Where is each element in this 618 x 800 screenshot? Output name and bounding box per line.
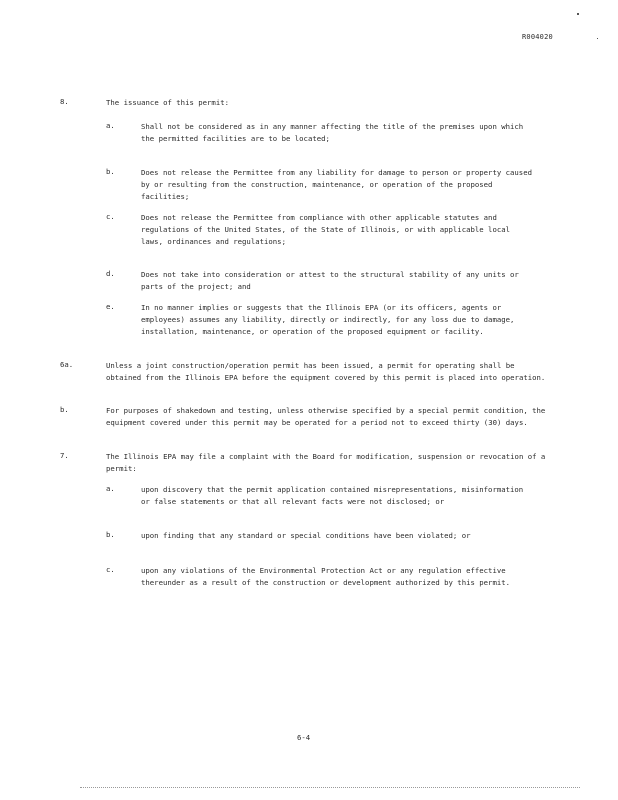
item-number: 8. [60, 97, 69, 106]
item-text: For purposes of shakedown and testing, unless otherwise specified by a special permit condition, the equipment covered under this permit may be operated for a period not to exceed thirty (30) days. [106, 406, 546, 427]
scan-edge-rule [80, 787, 580, 788]
item-number: c. [106, 212, 115, 221]
item-text: Does not release the Permittee from any liability for damage to person or property caused by or resulting from the construction, maintenance, or operation of the proposed facilities; [141, 168, 532, 201]
item-number: e. [106, 302, 115, 311]
scan-speck [577, 13, 579, 15]
page-number: 6-4 [297, 733, 311, 742]
item-number: b. [60, 405, 69, 414]
item-number: b. [106, 167, 115, 176]
document-id: R004020 [522, 33, 553, 41]
item-text: The Illinois EPA may file a complaint with the Board for modification, suspension or revocation of a permit: [106, 452, 546, 473]
scan-speck [597, 38, 598, 39]
item-text: upon finding that any standard or special conditions have been violated; or [141, 531, 471, 540]
item-text: Does not release the Permittee from compliance with other applicable statutes and regulations of the United States, of the State of Illinois, or with applicable local laws, ordinances and regulations; [141, 213, 511, 246]
item-text: The issuance of this permit: [106, 98, 230, 107]
item-text: Shall not be considered as in any manner affecting the title of the premises upon which the permitted facilities are to be located; [141, 122, 524, 143]
item-text: In no manner implies or suggests that the Illinois EPA (or its officers, agents or employees) assumes any liability, directly or indirectly, for any loss due to damage, installation, maintenance, or operation of the proposed equipment or facility. [141, 303, 515, 336]
item-text: Unless a joint construction/operation permit has been issued, a permit for operating shall be obtained from the Illinois EPA before the equipment covered by this permit is placed into operation. [106, 361, 546, 382]
item-text: upon discovery that the permit application contained misrepresentations, misinformation or false statements or that all relevant facts were not disclosed; or [141, 485, 524, 506]
item-text: upon any violations of the Environmental Protection Act or any regulation effective thereunder as a result of the construction or development authorized by this permit. [141, 566, 511, 587]
item-number: c. [106, 565, 115, 574]
item-text: Does not take into consideration or attest to the structural stability of any units or parts of the project; and [141, 270, 519, 291]
item-number: 6a. [60, 360, 74, 369]
item-number: a. [106, 121, 115, 130]
item-number: a. [106, 484, 115, 493]
item-number: b. [106, 530, 115, 539]
item-number: d. [106, 269, 115, 278]
item-number: 7. [60, 451, 69, 460]
